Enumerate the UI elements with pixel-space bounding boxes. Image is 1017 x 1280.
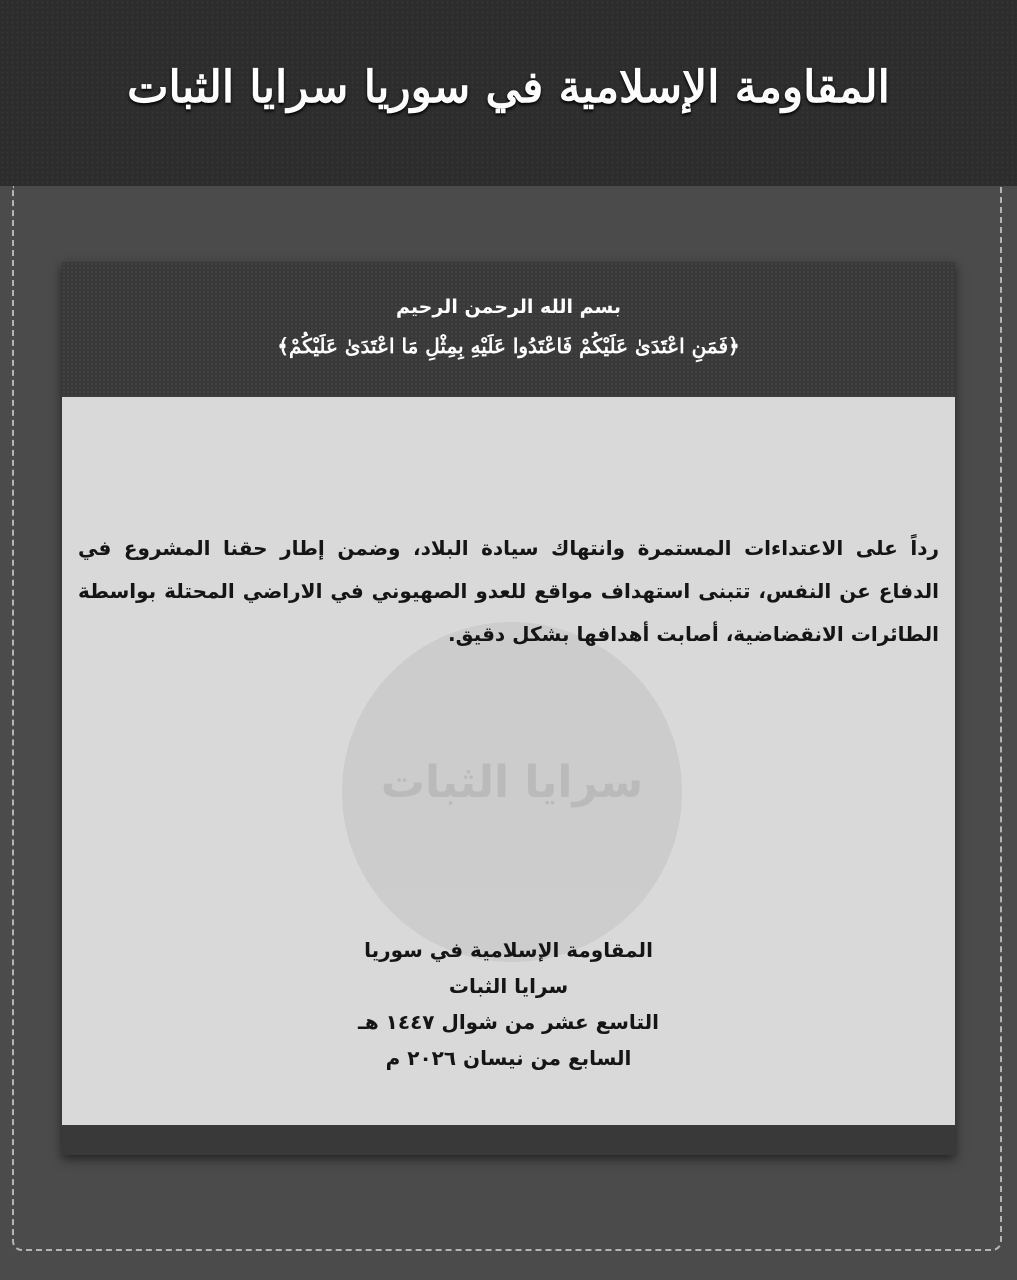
watermark-logo xyxy=(342,622,682,962)
signature-unit: سرايا الثبات xyxy=(448,974,569,998)
hijri-date: التاسع عشر من شوال ١٤٤٧ هـ xyxy=(358,1010,659,1034)
basmala: بسم الله الرحمن الرحيم xyxy=(396,296,621,318)
quran-verse: ﴿فَمَنِ اعْتَدَىٰ عَلَيْكُمْ فَاعْتَدُوا عَلَيْهِ بِمِثْلِ مَا اعْتَدَىٰ عَلَيْكُمْ﴾ xyxy=(277,334,740,358)
statement-card xyxy=(62,262,955,1155)
header-title: المقاومة الإسلامية في سوريا سرايا الثبات xyxy=(127,62,890,113)
watermark-text: سرايا الثبات xyxy=(380,757,644,808)
signature-block xyxy=(62,932,955,1076)
card-header xyxy=(62,262,955,397)
header-band xyxy=(0,0,1017,186)
signature-org: المقاومة الإسلامية في سوريا xyxy=(364,938,653,962)
card-footer xyxy=(62,1125,955,1155)
card-body xyxy=(62,397,955,1125)
gregorian-date: السابع من نيسان ٢٠٢٦ م xyxy=(385,1046,632,1070)
statement-body: رداً على الاعتداءات المستمرة وانتهاك سيادة البلاد، وضمن إطار حقنا المشروع في الدفاع عن النفس، تتبنى استهداف مواقع للعدو الصهيوني في الاراضي المحتلة بواسطة الطائرات الانقضاضية، أصابت أهدافها بشكل دقيق. xyxy=(78,536,939,646)
